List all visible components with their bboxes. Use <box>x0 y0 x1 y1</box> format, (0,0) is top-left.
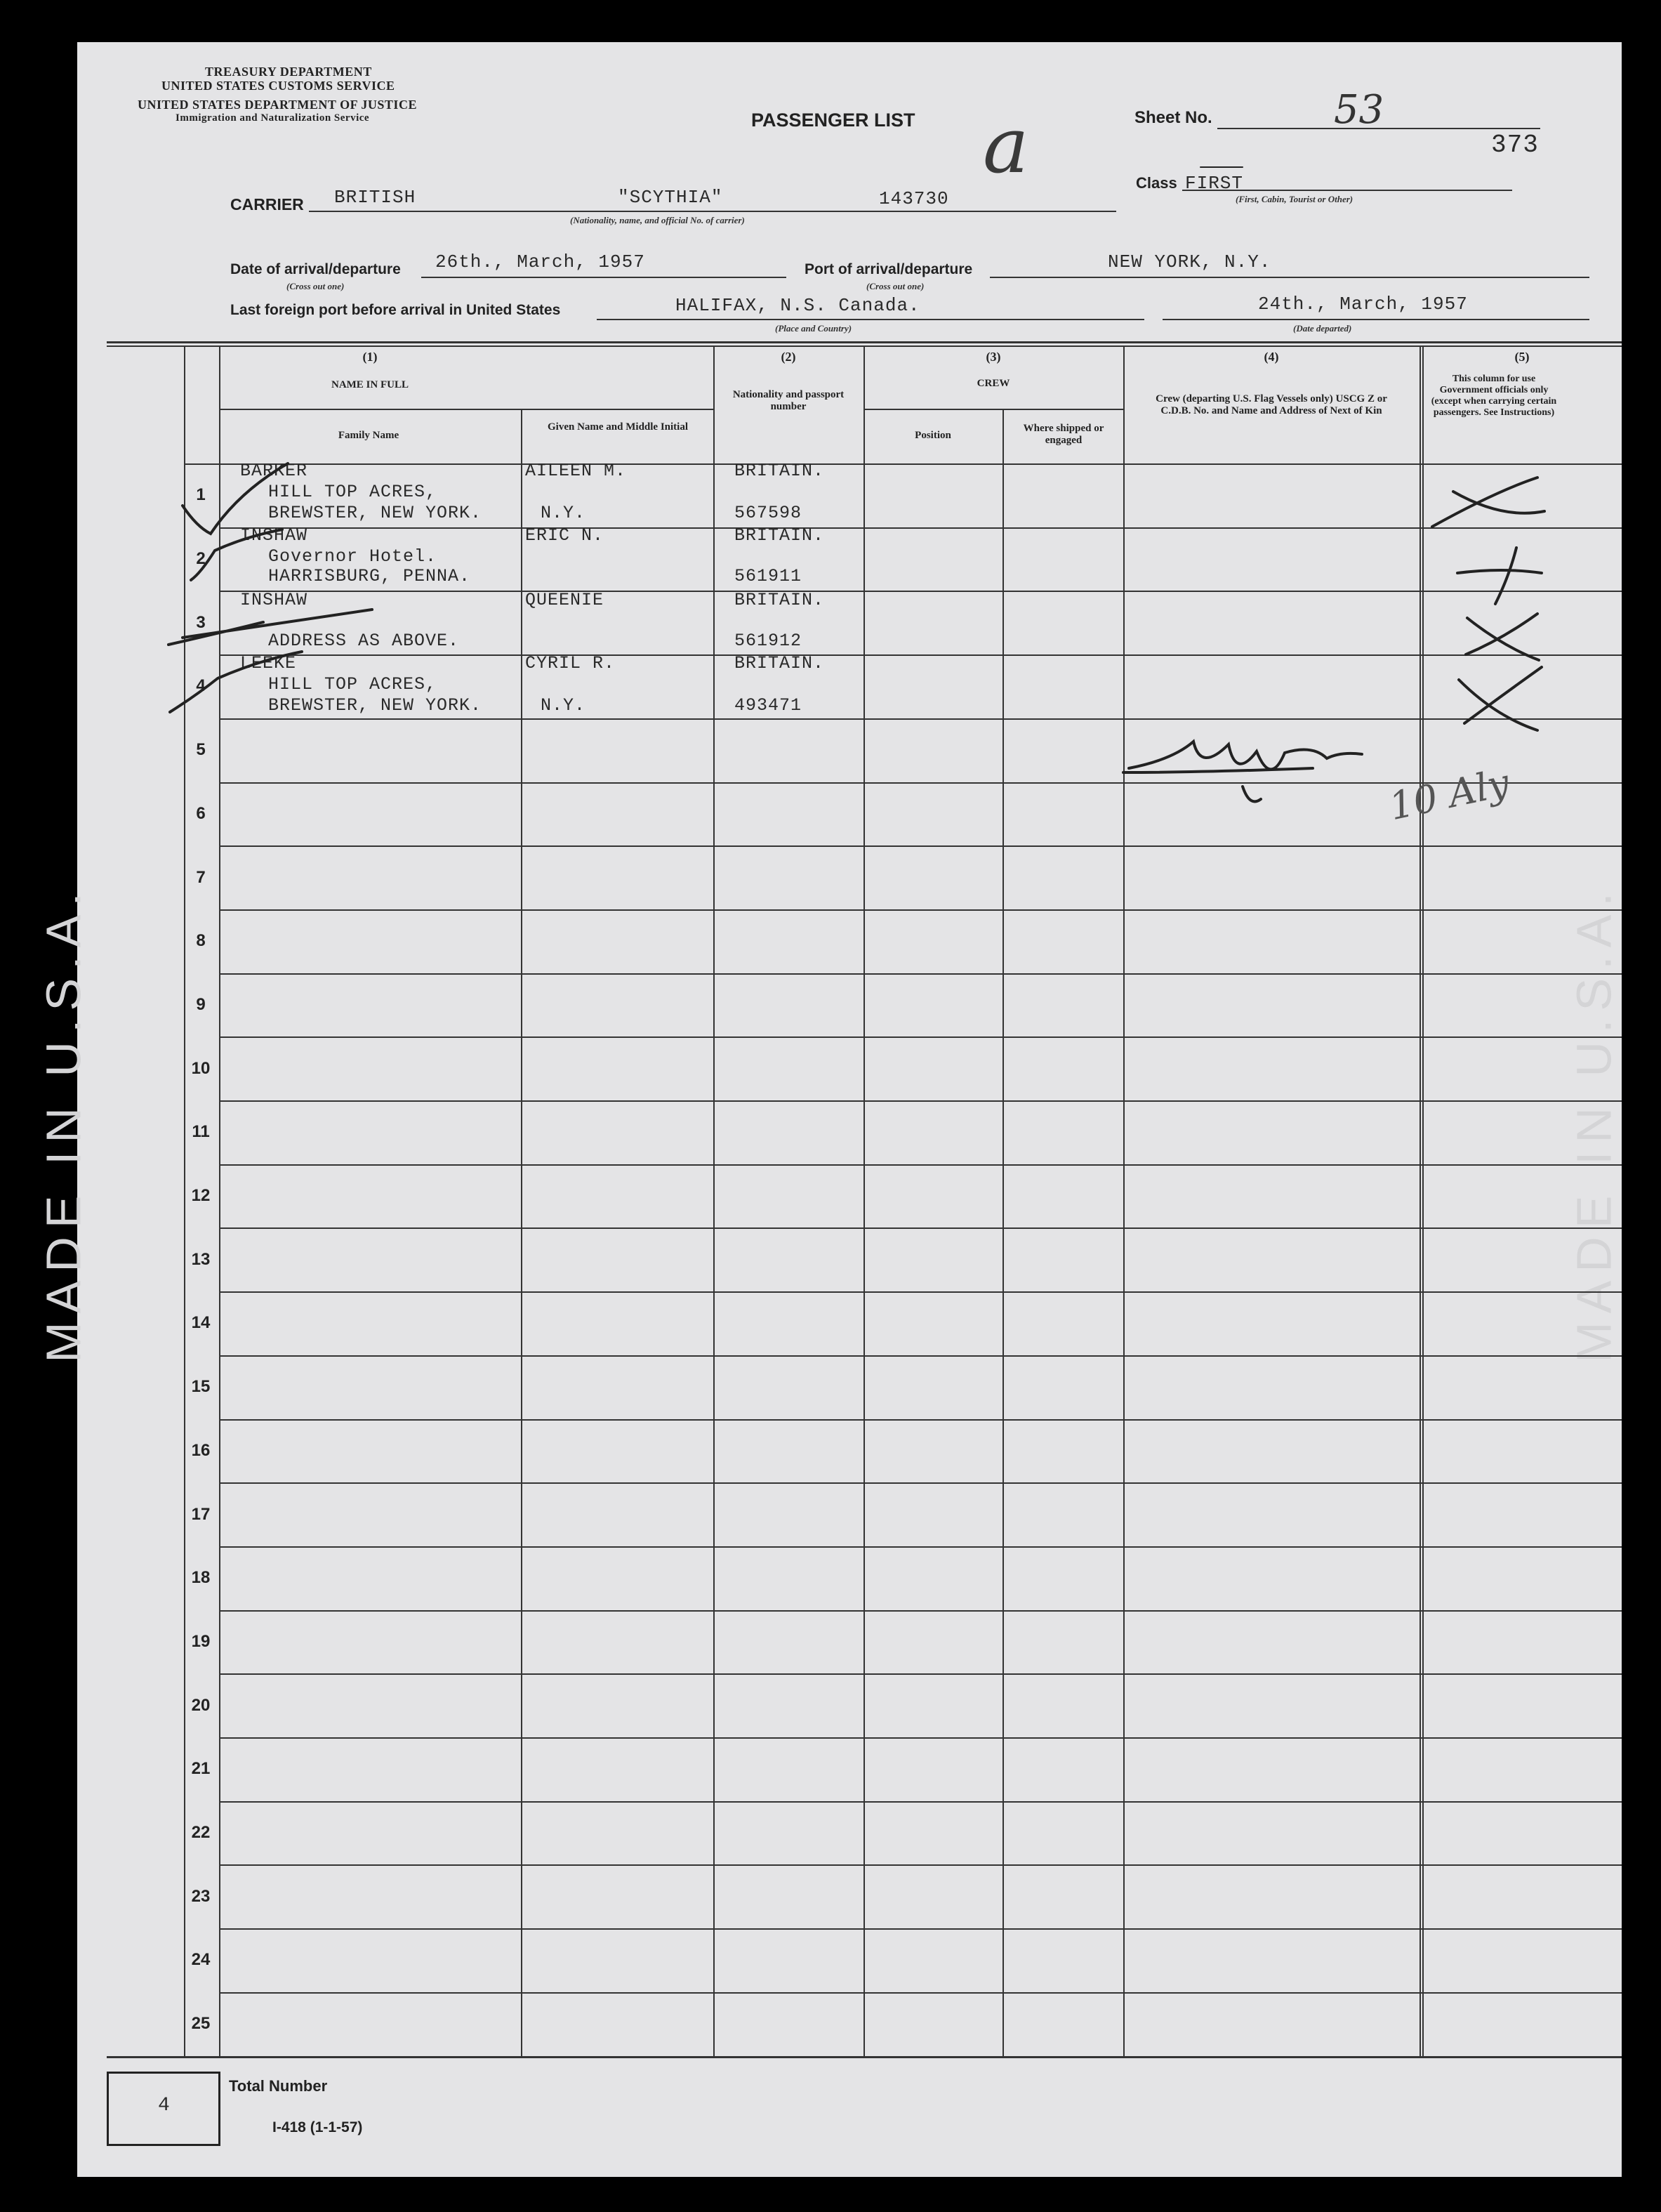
given-name-2: N.Y. <box>541 695 586 716</box>
address-line-2: BREWSTER, NEW YORK. <box>268 503 482 523</box>
watermark-right: MADE IN U.S.A. <box>1566 884 1622 1363</box>
arrival-date-label: Date of arrival/departure <box>230 261 401 277</box>
nationality: BRITAIN. <box>734 525 825 546</box>
document-sheet <box>36 42 1622 2177</box>
carrier-number: 143730 <box>879 188 949 209</box>
foreign-port-date-hint: (Date departed) <box>1293 323 1352 334</box>
row-number: 23 <box>191 1887 211 1906</box>
col5-title: This column for use Government officials only (except when carrying certain passengers. See Instructions) <box>1431 374 1557 418</box>
row-number: 7 <box>196 868 206 887</box>
given-name: QUEENIE <box>525 590 604 610</box>
row-number: 2 <box>196 549 206 568</box>
col3-number: (3) <box>986 350 1001 364</box>
nationality: BRITAIN. <box>734 461 825 481</box>
sheet-no-label: Sheet No. <box>1134 108 1212 127</box>
agency-line-3: UNITED STATES DEPARTMENT OF JUSTICE <box>138 98 417 112</box>
col5-number: (5) <box>1514 350 1530 364</box>
total-label: Total Number <box>229 2077 328 2095</box>
sheet-stamp: 373 <box>1491 131 1539 159</box>
row-number: 19 <box>191 1632 211 1651</box>
row-3-cross-mark <box>1466 614 1539 660</box>
family-name: LEEKE <box>240 653 297 673</box>
row-1-check-mark <box>183 463 288 534</box>
row-4-check-mark <box>170 652 302 712</box>
arrival-port-hint: (Cross out one) <box>866 281 925 291</box>
total-box <box>107 2072 220 2146</box>
row-1-cross-mark <box>1432 478 1544 527</box>
row-number: 13 <box>191 1250 211 1269</box>
passport-number: 561911 <box>734 566 802 586</box>
row-number: 6 <box>196 804 206 823</box>
row-number: 1 <box>196 485 206 504</box>
total-value: 4 <box>158 2095 171 2116</box>
row-number: 20 <box>191 1696 211 1715</box>
passport-number: 493471 <box>734 695 802 716</box>
row-number: 18 <box>191 1568 211 1587</box>
col1b-title: Given Name and Middle Initial <box>547 421 689 433</box>
foreign-port-label: Last foreign port before arrival in United States <box>230 302 561 318</box>
address-line-2: BREWSTER, NEW YORK. <box>268 695 482 716</box>
col3b-title: Where shipped or engaged <box>1023 423 1104 446</box>
signature-scrawl <box>1123 742 1362 801</box>
row-number: 14 <box>191 1313 211 1332</box>
given-name: AILEEN M. <box>525 461 627 481</box>
row-number: 8 <box>196 931 206 950</box>
address-line-1: Governor Hotel. <box>268 546 437 567</box>
foreign-port-date: 24th., March, 1957 <box>1258 294 1468 315</box>
row-number: 11 <box>192 1122 210 1141</box>
passport-number: 567598 <box>734 503 802 523</box>
given-name-2: N.Y. <box>541 503 586 523</box>
carrier-nationality: BRITISH <box>334 187 416 208</box>
class-hint: (First, Cabin, Tourist or Other) <box>1236 194 1354 204</box>
col3-title: CREW <box>977 378 1010 389</box>
col2-title: Nationality and passport number <box>732 389 845 412</box>
class-label: Class <box>1136 174 1177 192</box>
address-line-1: HILL TOP ACRES, <box>268 482 437 502</box>
col4-title: Crew (departing U.S. Flag Vessels only) USCG Z or C.D.B. No. and Name and Address of Next of Kin <box>1156 393 1387 416</box>
arrival-date-hint: (Cross out one) <box>286 281 345 291</box>
watermark-left: MADE IN U.S.A. <box>36 884 91 1363</box>
carrier-name: "SCYTHIA" <box>618 187 723 208</box>
row-number: 15 <box>191 1377 211 1396</box>
agency-line-4: Immigration and Naturalization Service <box>176 112 370 124</box>
row-number: 22 <box>191 1823 211 1842</box>
row-2-cross-mark <box>1457 548 1542 604</box>
family-name: INSHAW <box>240 525 308 546</box>
carrier-label: CARRIER <box>230 195 304 213</box>
row-number: 5 <box>196 740 206 759</box>
col2-number: (2) <box>781 350 796 364</box>
hand-mark: a <box>983 100 1029 190</box>
address-line-2: HARRISBURG, PENNA. <box>268 566 471 586</box>
row-number: 9 <box>196 995 206 1014</box>
row-number: 3 <box>196 613 206 632</box>
agency-line-1: TREASURY DEPARTMENT <box>205 65 372 79</box>
family-name: BARKER <box>240 461 308 481</box>
row-number: 16 <box>191 1441 211 1460</box>
address-line-2: ADDRESS AS ABOVE. <box>268 631 460 651</box>
carrier-hint: (Nationality, name, and official No. of carrier) <box>570 215 745 225</box>
handwritten-marks <box>77 42 1622 2177</box>
row-number: 24 <box>191 1950 211 1969</box>
col1-number: (1) <box>362 350 378 364</box>
form-id: I-418 (1-1-57) <box>272 2119 363 2135</box>
arrival-port-value: NEW YORK, N.Y. <box>1108 251 1271 272</box>
row-number: 21 <box>191 1759 211 1778</box>
row-number: 12 <box>191 1186 211 1205</box>
given-name: ERIC N. <box>525 525 604 546</box>
row-4-cross-mark <box>1459 667 1542 730</box>
foreign-port-place-hint: (Place and Country) <box>775 323 852 334</box>
page-title: PASSENGER LIST <box>751 110 915 131</box>
row-2-check-mark <box>191 529 282 580</box>
family-name: INSHAW <box>240 590 308 610</box>
arrival-port-label: Port of arrival/departure <box>805 261 973 277</box>
sheet-no-value: 53 <box>1334 87 1384 133</box>
row-number: 25 <box>191 2014 211 2033</box>
nationality: BRITAIN. <box>734 653 825 673</box>
given-name: CYRIL R. <box>525 653 616 673</box>
col4-number: (4) <box>1264 350 1279 364</box>
col1-title: NAME IN FULL <box>331 379 409 390</box>
address-line-1: HILL TOP ACRES, <box>268 674 437 694</box>
row-number: 10 <box>191 1059 211 1078</box>
nationality: BRITAIN. <box>734 590 825 610</box>
class-value: FIRST <box>1185 173 1244 194</box>
passport-number: 561912 <box>734 631 802 651</box>
agency-line-2: UNITED STATES CUSTOMS SERVICE <box>161 79 395 93</box>
col3a-title: Position <box>915 430 951 441</box>
signature-note: 10 Aly <box>1385 760 1514 829</box>
row-number: 17 <box>191 1505 211 1524</box>
row-3-check-mark <box>168 610 372 645</box>
arrival-date-value: 26th., March, 1957 <box>435 251 645 272</box>
foreign-port-place: HALIFAX, N.S. Canada. <box>675 295 920 316</box>
col1a-title: Family Name <box>338 430 399 441</box>
row-number: 4 <box>196 676 206 695</box>
